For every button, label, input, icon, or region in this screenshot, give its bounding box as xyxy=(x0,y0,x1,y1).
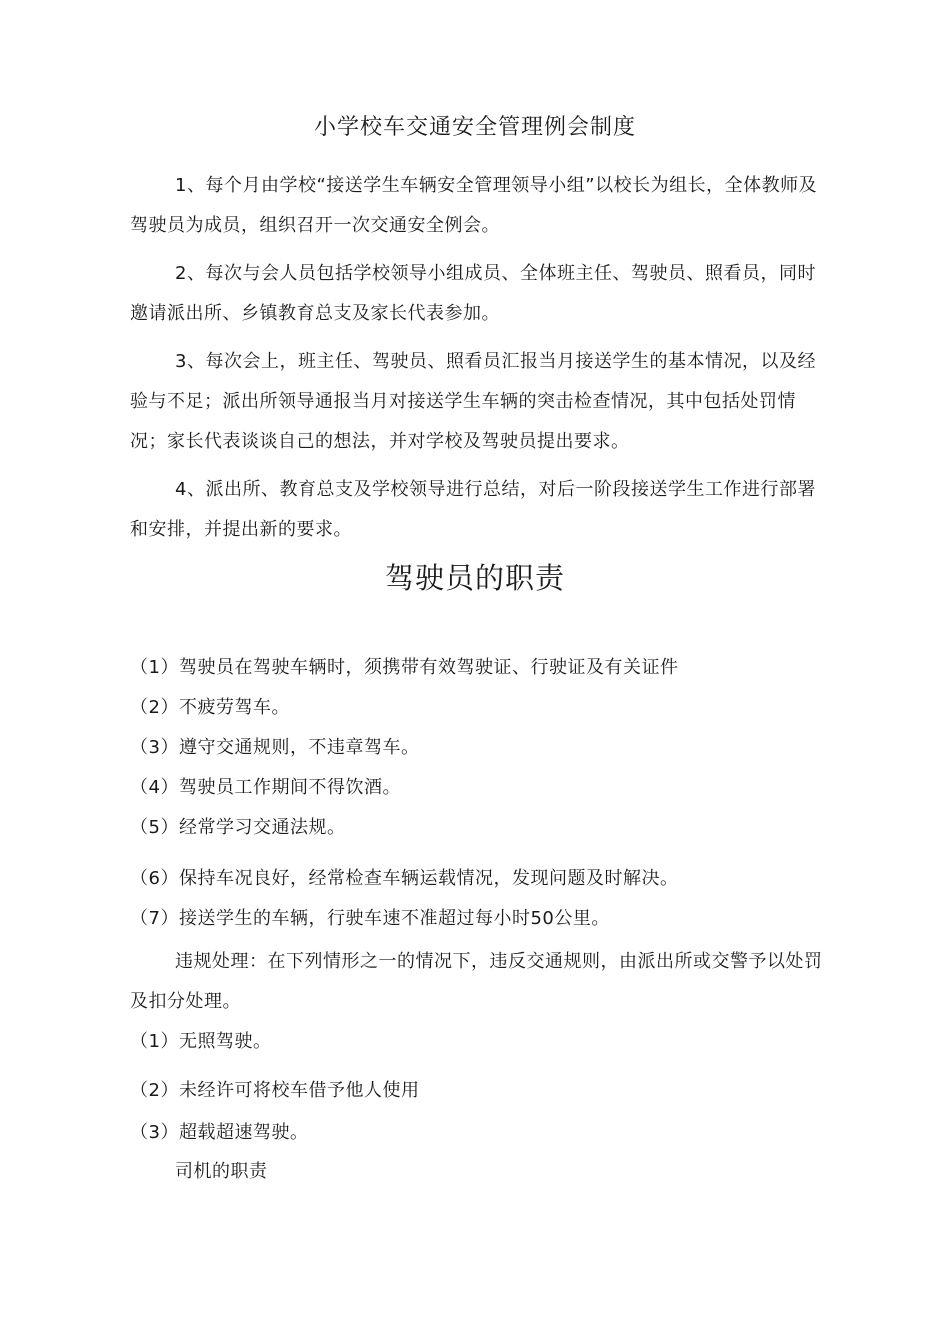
violation-item: （3）超载超速驾驶。 xyxy=(130,1122,309,1143)
duty-item: （4）驾驶员工作期间不得饮酒。 xyxy=(130,777,401,798)
duty-item: （7）接送学生的车辆，行驶车速不准超过每小时50公里。 xyxy=(130,908,610,929)
duty-item: （1）驾驶员在驾驶车辆时，须携带有效驾驶证、行驶证及有关证件 xyxy=(130,657,679,678)
duty-item: （2）不疲劳驾车。 xyxy=(130,697,290,718)
duty-item: （5）经常学习交通法规。 xyxy=(130,817,346,838)
rule-item: 1、每个月由学校“接送学生车辆安全管理领导小组”以校长为组长，全体教师及驾驶员为成员，组织召开一次交通安全例会。 xyxy=(130,175,818,236)
rules-list xyxy=(130,166,820,558)
rule-item: 2、每次与会人员包括学校领导小组成员、全体班主任、驾驶员、照看员，同时邀请派出所、乡镇教育总支及家长代表参加。 xyxy=(130,263,816,324)
duty-item: （3）遵守交通规则，不违章驾车。 xyxy=(130,737,420,758)
duty-item: （6）保持车况良好，经常检查车辆运载情况，发现问题及时解决。 xyxy=(130,868,679,889)
violation-item: （1）无照驾驶。 xyxy=(130,1031,272,1052)
document-title: 小学校车交通安全管理例会制度 xyxy=(313,115,636,140)
violation-item: （2）未经许可将校车借予他人使用 xyxy=(130,1080,420,1101)
rule-item: 3、每次会上，班主任、驾驶员、照看员汇报当月接送学生的基本情况，以及经验与不足；派出所领导通报当月对接送学生车辆的突击检查情况，其中包括处罚情况；家长代表谈谈自己的想法，并对学校及驾驶员提出要求。 xyxy=(130,351,816,452)
section-title: 驾驶员的职责 xyxy=(384,561,565,595)
rule-item: 4、派出所、教育总支及学校领导进行总结，对后一阶段接送学生工作进行部署和安排，并提出新的要求。 xyxy=(130,479,816,540)
trailing-heading: 司机的职责 xyxy=(175,1161,268,1182)
violation-intro: 违规处理：在下列情形之一的情况下，违反交通规则，由派出所或交警予以处罚及扣分处理。 xyxy=(130,951,823,1012)
